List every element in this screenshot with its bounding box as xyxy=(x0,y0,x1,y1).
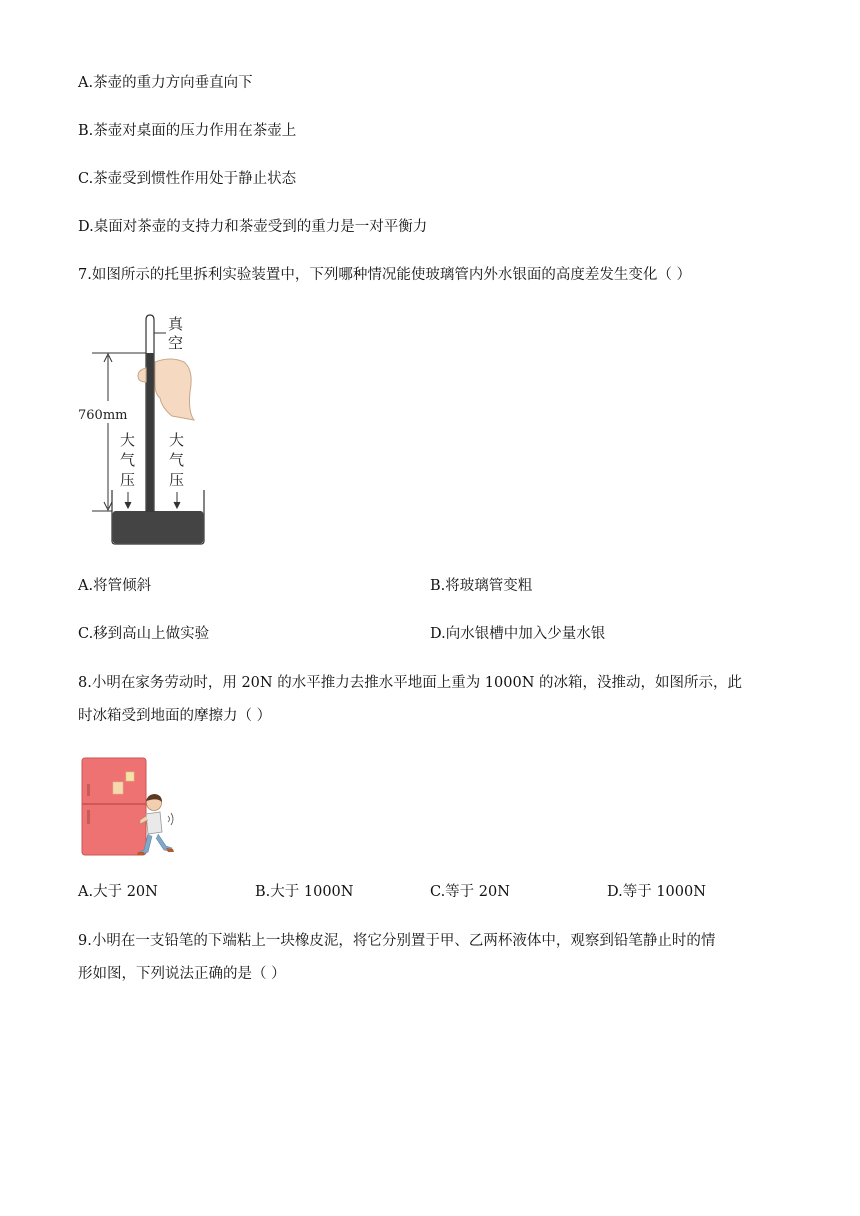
q6-option-a: A.茶壶的重力方向垂直向下 xyxy=(78,75,253,91)
q8-option-d: D.等于 1000N xyxy=(607,884,706,900)
vacuum-label-2: 空 xyxy=(168,334,184,352)
mercury-trough xyxy=(113,511,204,543)
q7-option-c: C.移到高山上做实验 xyxy=(78,626,210,642)
pressure-left-2: 气 xyxy=(120,451,136,469)
q6-option-d: D.桌面对茶壶的支持力和茶壶受到的重力是一对平衡力 xyxy=(78,219,428,235)
q7-option-a: A.将管倾斜 xyxy=(78,578,152,594)
fridge-push-figure xyxy=(80,754,182,858)
mercury-column xyxy=(147,353,154,511)
q8-stem-line1: 8.小明在家务劳动时，用 20N 的水平推力去推水平地面上重为 1000N 的冰箱，没推动，如图所示，此 xyxy=(78,675,742,691)
q7-option-b: B.将玻璃管变粗 xyxy=(430,578,533,594)
torricelli-apparatus-figure xyxy=(76,308,226,550)
q8-stem-line2: 时冰箱受到地面的摩擦力（ ） xyxy=(78,708,272,724)
q8-option-b: B.大于 1000N xyxy=(255,884,354,900)
pressure-right-1: 大 xyxy=(169,431,185,449)
q8-option-c: C.等于 20N xyxy=(430,884,510,900)
q7-option-d: D.向水银槽中加入少量水银 xyxy=(430,626,606,642)
q9-stem-line1: 9.小明在一支铅笔的下端粘上一块橡皮泥，将它分别置于甲、乙两杯液体中，观察到铅笔静止时的情 xyxy=(78,933,716,949)
height-label: 760mm xyxy=(78,408,128,423)
vacuum-label-1: 真 xyxy=(168,315,184,333)
q6-option-c: C.茶壶受到惯性作用处于静止状态 xyxy=(78,171,297,187)
pressure-left-3: 压 xyxy=(120,471,136,489)
q7-stem: 7.如图所示的托里拆利实验装置中，下列哪种情况能使玻璃管内外水银面的高度差发生变化（ ） xyxy=(78,267,691,283)
pressure-right-3: 压 xyxy=(169,471,185,489)
pressure-left-1: 大 xyxy=(120,431,136,449)
q9-stem-line2: 形如图，下列说法正确的是（ ） xyxy=(78,966,286,982)
fridge-icon xyxy=(82,758,146,855)
q6-option-b: B.茶壶对桌面的压力作用在茶壶上 xyxy=(78,123,297,139)
q8-option-a: A.大于 20N xyxy=(78,884,158,900)
hand-icon xyxy=(155,359,194,420)
pressure-right-2: 气 xyxy=(169,451,185,469)
